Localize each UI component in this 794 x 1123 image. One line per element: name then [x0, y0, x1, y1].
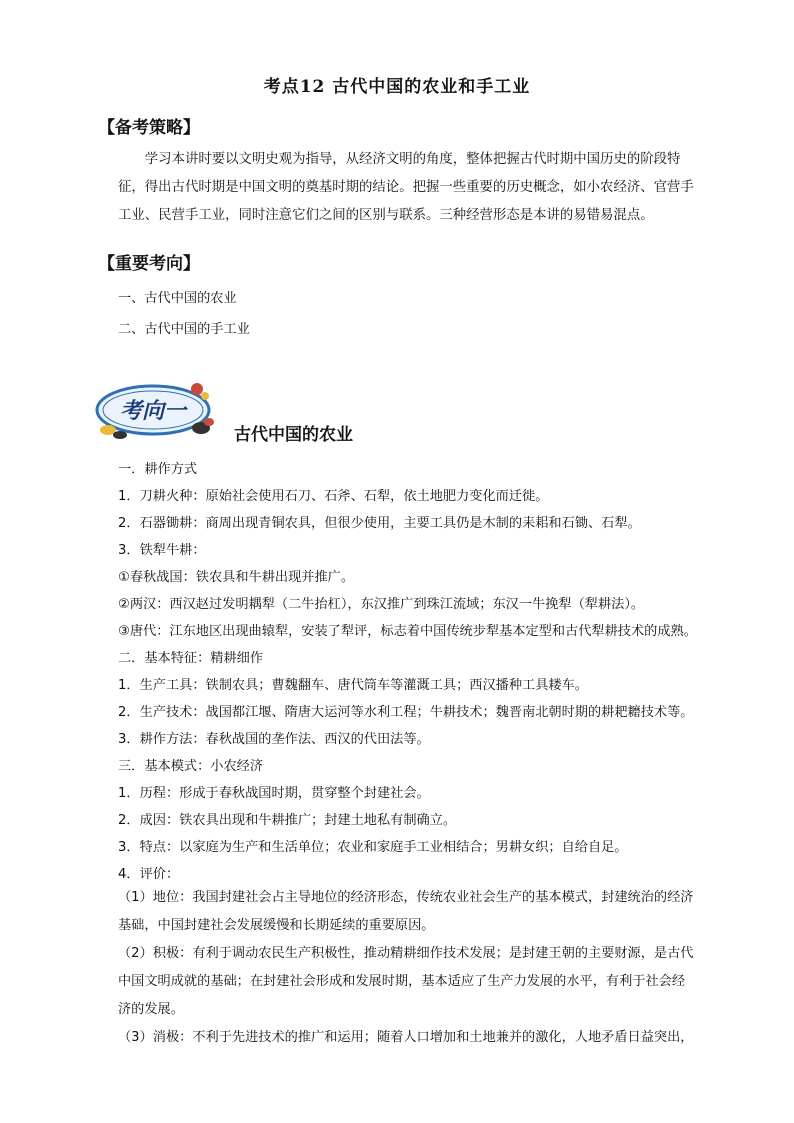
line-methods: 3．耕作方法：春秋战国的垄作法、西汉的代田法等。: [118, 732, 430, 747]
strategy-heading: 【备考策略】: [98, 118, 200, 138]
paragraph-status: （1）地位：我国封建社会占主导地位的经济形态，传统农业社会生产的基本模式，封建统治的经济基础，中国封建社会发展缓慢和长期延续的重要原因。: [118, 890, 694, 933]
heading-basic-features: 二．基本特征：精耕细作: [118, 651, 264, 666]
line-stone-hoe: 2．石器锄耕：商周出现青铜农具，但很少使用，主要工具仍是木制的耒耜和石锄、石犁。: [118, 516, 641, 531]
paragraph-negative: （3）消极：不利于先进技术的推广和运用；随着人口增加和土地兼并的激化，人地矛盾日益突出，: [118, 1030, 694, 1045]
line-tang: ③唐代：江东地区出现曲辕犁，安装了犁评，标志着中国传统步犁基本定型和古代犁耕技术的成熟。: [118, 624, 697, 639]
line-history: 1．历程：形成于春秋战国时期，贯穿整个封建社会。: [118, 786, 430, 801]
heading-farming-methods: 一．耕作方式: [118, 462, 198, 477]
focus-item-2: 二、古代中国的手工业: [118, 322, 250, 337]
heading-basic-mode: 三．基本模式：小农经济: [118, 759, 264, 774]
line-evaluation: 4．评价：: [118, 867, 180, 882]
line-slash-burn: 1．刀耕火种：原始社会使用石刀、石斧、石犁，依土地肥力变化而迁徙。: [118, 489, 549, 504]
strategy-paragraph: 学习本讲时要以文明史观为指导，从经济文明的角度，整体把握古代时期中国历史的阶段特征，得出古代时期是中国文明的奠基时期的结论。把握一些重要的历史概念，如小农经济、官营手工业、民营手工业，同时注意它们之间的区别与联系。三种经营形态是本讲的易错易混点。: [118, 152, 694, 223]
line-causes: 2．成因：铁农具出现和牛耕推广；封建土地私有制确立。: [118, 813, 457, 828]
line-spring-autumn: ①春秋战国：铁农具和牛耕出现并推广。: [118, 570, 355, 585]
line-han: ②两汉：西汉赵过发明耦犁（二牛抬杠），东汉推广到珠江流域；东汉一牛挽犁（犁耕法）。: [118, 597, 645, 612]
focus-heading: 【重要考向】: [98, 254, 200, 274]
focus-item-1: 一、古代中国的农业: [118, 291, 237, 306]
paragraph-positive: （2）积极：有利于调动农民生产积极性，推动精耕细作技术发展；是封建王朝的主要财源，是古代中国文明成就的基础；在封建社会形成和发展时期，基本适应了生产力发展的水平，有利于社会经济的发展。: [118, 946, 694, 1017]
line-iron-plough: 3．铁犁牛耕：: [118, 543, 206, 558]
line-tools: 1．生产工具：铁制农具；曹魏翻车、唐代筒车等灌溉工具；西汉播种工具耧车。: [118, 678, 588, 693]
direction-badge-icon: [93, 380, 219, 442]
line-techniques: 2．生产技术：战国都江堰、隋唐大运河等水利工程；牛耕技术；魏晋南北朝时期的耕耙耱技术等。: [118, 705, 694, 720]
line-characteristics: 3．特点：以家庭为生产和生活单位；农业和家庭手工业相结合；男耕女织；自给自足。: [118, 840, 628, 855]
section-title: 古代中国的农业: [234, 425, 353, 445]
document-title: 考点12 古代中国的农业和手工业: [263, 77, 531, 97]
badge-label: 考向一: [119, 398, 187, 424]
